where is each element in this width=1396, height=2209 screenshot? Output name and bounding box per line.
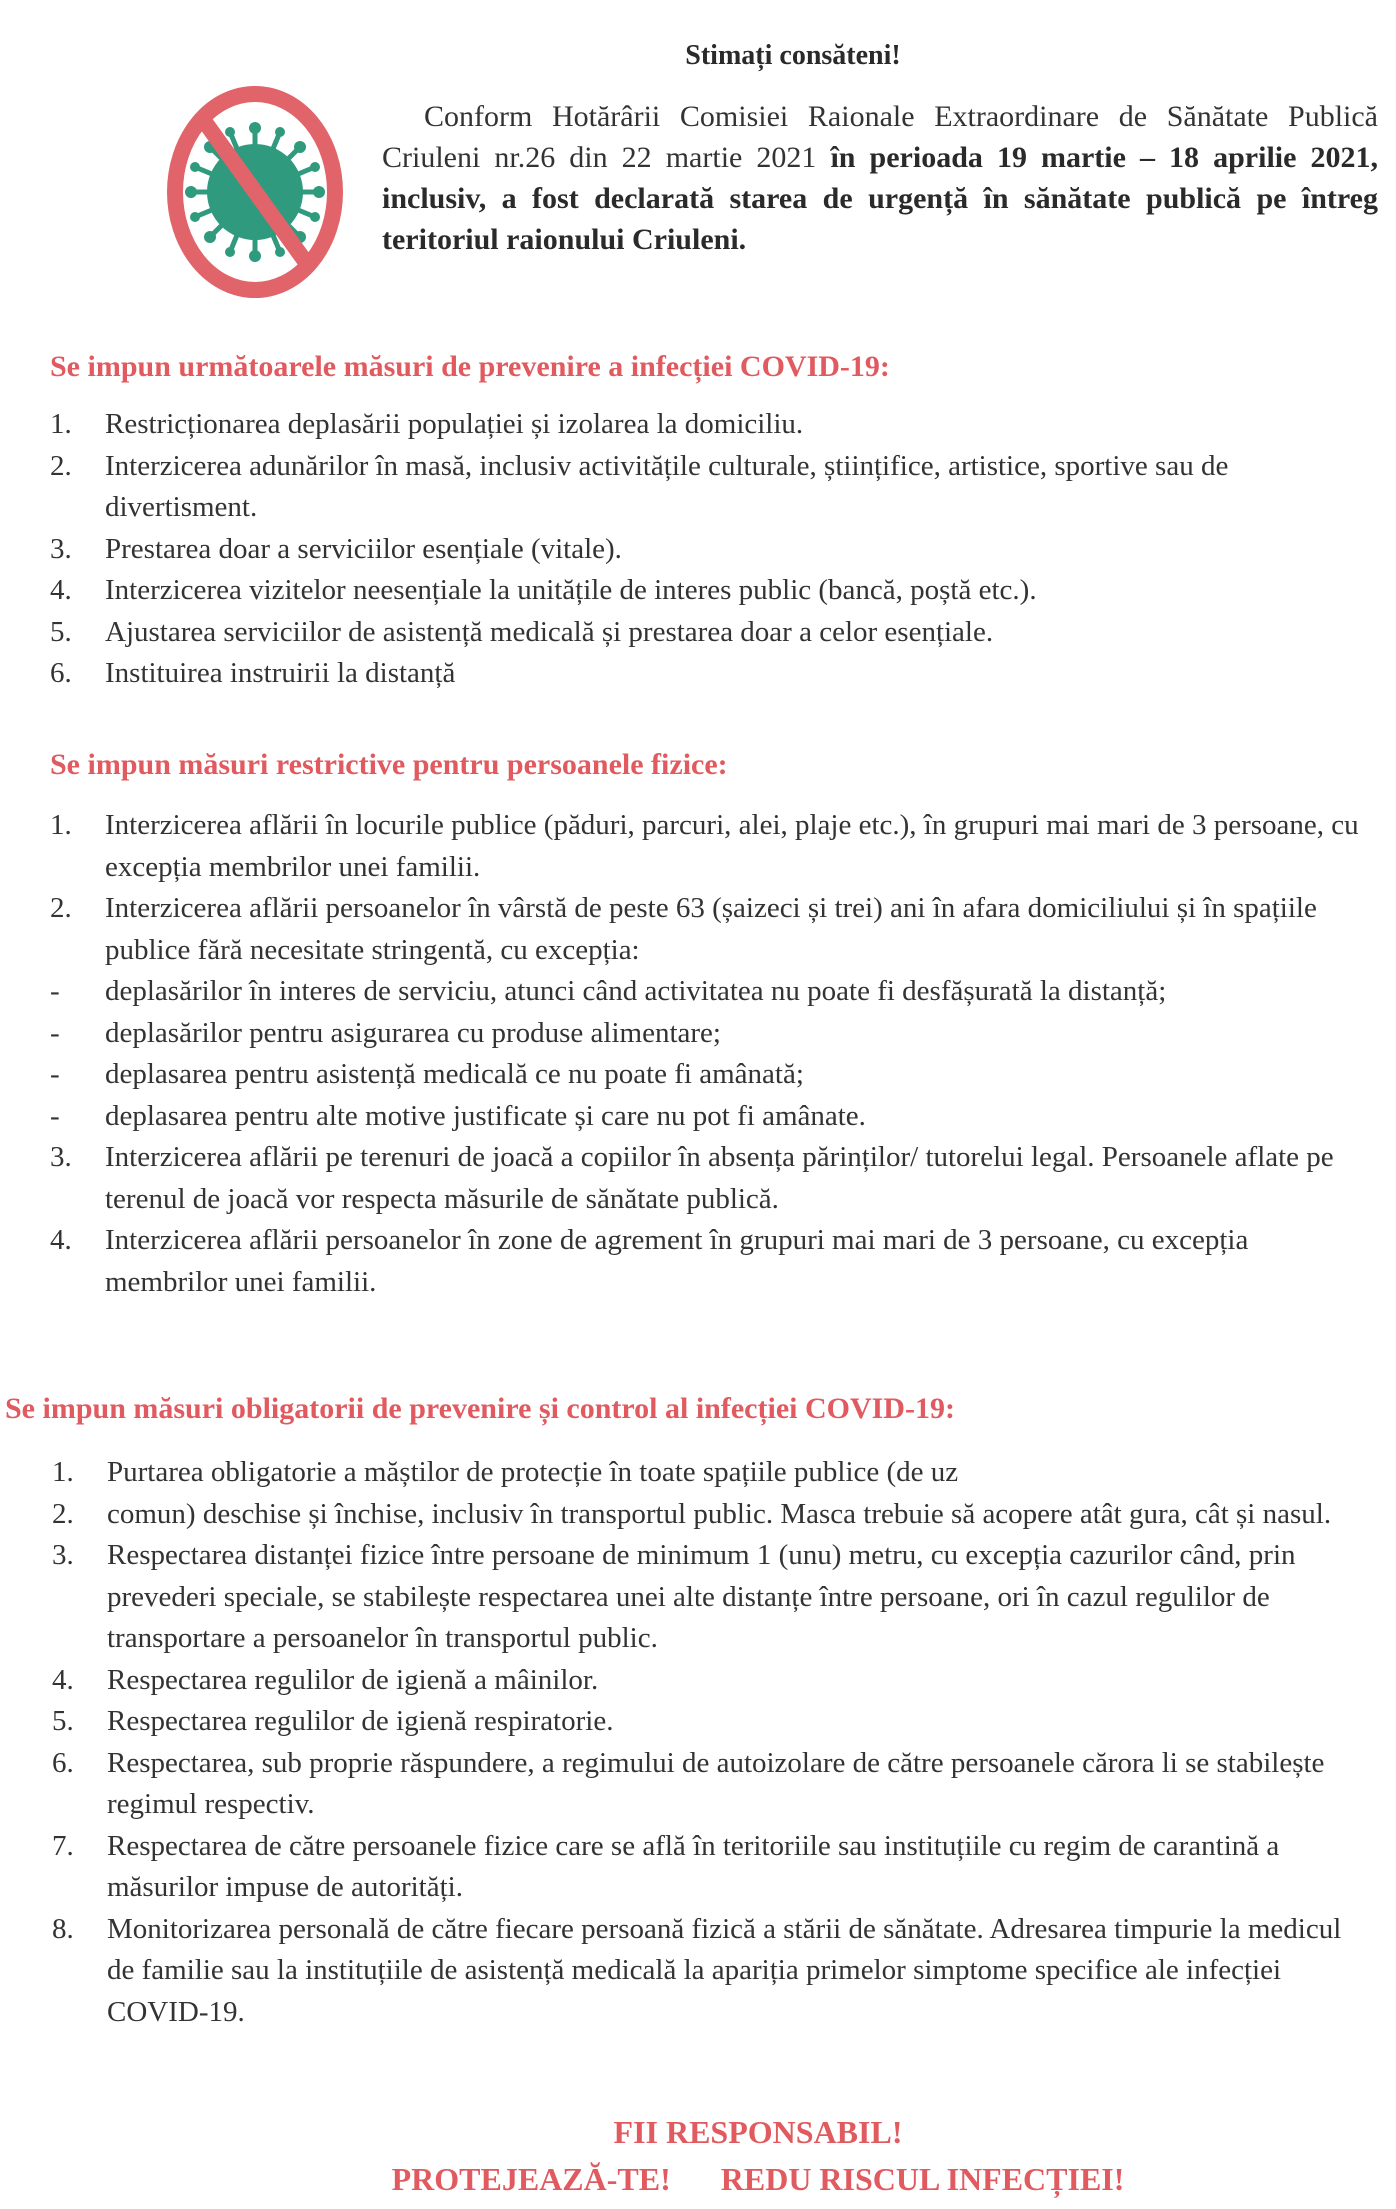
prevention-measures-list <box>50 404 1370 695</box>
list-item-text: deplasarea pentru alte motive justificate și care nu pot fi amânate. <box>105 1099 866 1132</box>
list-marker: 7. <box>52 1829 74 1862</box>
list-marker: 4. <box>50 574 72 606</box>
list-marker: 8. <box>52 1912 74 1945</box>
intro-paragraph <box>382 96 1378 260</box>
intro-regular-text: Conform Hotărârii Comisiei Raionale Extraordinare de Sănătate Publică Criuleni nr.26 din 22 martie 2021 <box>382 100 1378 174</box>
list-item-text: Respectarea regulilor de igienă respiratorie. <box>107 1705 614 1737</box>
list-marker: 1. <box>50 408 72 440</box>
list-marker: 3. <box>50 1141 72 1173</box>
list-item-text: Interzicerea aflării persoanelor în vârstă de peste 63 (șaizeci și trei) ani în afara domiciliului și în spațiile publice fără necesitate stringentă, cu excepția: <box>105 892 1317 966</box>
list-item-text: Interzicerea adunărilor în masă, inclusiv activitățile culturale, științifice, artistice, sportive sau de divertisment. <box>105 449 1229 523</box>
list-item-text: Interzicerea aflării pe terenuri de joacă a copiilor în absența părinților/ tutorelui legal. Persoanele aflate pe terenul de joacă vor respecta măsurile de sănătate publică. <box>105 1141 1334 1215</box>
list-item <box>50 1013 1370 1055</box>
mandatory-measures-list <box>52 1452 1372 2033</box>
list-item <box>52 1909 1372 2034</box>
list-marker: 2. <box>52 1497 74 1530</box>
list-marker: 5. <box>52 1705 74 1737</box>
intro-bold-text: în perioada 19 martie – 18 aprilie 2021, inclusiv, a fost declarată starea de urgență în sănătate publică pe întreg teritoriul raionului Criuleni. <box>382 141 1378 256</box>
list-item <box>50 1220 1370 1303</box>
list-item <box>52 1494 1372 1536</box>
greeting-title: Stimați consăteni! <box>685 40 901 71</box>
slogan-reduce-risk: REDU RISCUL INFECȚIEI! <box>720 2161 1125 2197</box>
list-item <box>50 570 1370 612</box>
list-item-text: Purtarea obligatorie a măștilor de protecție în toate spațiile publice (de uz <box>107 1456 959 1488</box>
list-item <box>52 1743 1372 1826</box>
list-item <box>50 805 1370 888</box>
list-item <box>50 1096 1370 1138</box>
list-item <box>50 446 1370 529</box>
list-marker: 1. <box>52 1456 74 1488</box>
list-item <box>50 971 1370 1013</box>
list-marker: - <box>50 1099 60 1132</box>
list-item-text: Interzicerea aflării în locurile publice (păduri, parcuri, alei, plaje etc.), în grupuri mai mari de 3 persoane, cu excepția membrilor unei familii. <box>105 809 1359 883</box>
list-item-text: Respectarea, sub proprie răspundere, a regimului de autoizolare de către persoanele cărora li se stabilește regimul respectiv. <box>107 1746 1325 1820</box>
list-marker: 3. <box>50 532 72 565</box>
list-item-text: Respectarea de către persoanele fizice care se află în teritoriile sau instituțiile cu regim de carantină a măsurilor impuse de autorități. <box>107 1829 1280 1903</box>
slogan-protect: PROTEJEAZĂ-TE! <box>391 2161 671 2197</box>
list-item-text: Monitorizarea personală de către fiecare persoană fizică a stării de sănătate. Adresarea timpurie la medicul de familie sau la instituțiile de asistență medicală la apariția primelor simptome specifice ale infecției COVID-19. <box>107 1912 1342 2028</box>
list-marker: 2. <box>50 892 72 924</box>
list-item <box>50 529 1370 571</box>
list-item <box>52 1701 1372 1743</box>
section-heading-restrictive: Se impun măsuri restrictive pentru persoanele fizice: <box>50 748 728 781</box>
list-marker: - <box>50 975 60 1007</box>
list-item-text: deplasărilor în interes de serviciu, atunci când activitatea nu poate fi desfășurată la distanță; <box>105 975 1167 1007</box>
list-item <box>50 1137 1370 1220</box>
list-item <box>50 404 1370 446</box>
list-item <box>52 1535 1372 1660</box>
list-item-text: deplasarea pentru asistență medicală ce nu poate fi amânată; <box>105 1058 804 1090</box>
restrictive-measures-list <box>50 805 1370 1303</box>
list-marker: 4. <box>52 1663 74 1696</box>
list-marker: 5. <box>50 615 72 648</box>
list-marker: 1. <box>50 809 72 841</box>
list-item <box>50 888 1370 971</box>
slogan-line-1: FII RESPONSABIL! <box>613 2114 903 2150</box>
list-marker: 3. <box>52 1539 74 1571</box>
list-marker: 2. <box>50 449 72 482</box>
list-marker: 4. <box>50 1224 72 1256</box>
list-item-text: Interzicerea aflării persoanelor în zone de agrement în grupuri mai mari de 3 persoane, cu excepția membrilor unei familii. <box>105 1224 1249 1298</box>
list-item-text: Ajustarea serviciilor de asistență medicală și prestarea doar a celor esențiale. <box>105 615 994 648</box>
list-item-text: Restricționarea deplasării populației și izolarea la domiciliu. <box>105 408 804 440</box>
list-item <box>50 612 1370 654</box>
list-item <box>52 1660 1372 1702</box>
section-heading-mandatory: Se impun măsuri obligatorii de prevenire și control al infecției COVID-19: <box>5 1392 955 1425</box>
section-heading-prevention: Se impun următoarele măsuri de prevenire a infecției COVID-19: <box>50 350 890 383</box>
list-marker: - <box>50 1016 60 1049</box>
list-item <box>50 1054 1370 1096</box>
no-virus-icon <box>160 80 350 300</box>
list-marker: 6. <box>50 657 72 689</box>
list-marker: - <box>50 1058 60 1090</box>
list-item <box>52 1826 1372 1909</box>
list-item-text: comun) deschise și închise, inclusiv în transportul public. Masca trebuie să acopere atât gura, cât și nasul. <box>107 1497 1332 1530</box>
list-item-text: Respectarea regulilor de igienă a mâinilor. <box>107 1663 599 1696</box>
list-item-text: Prestarea doar a serviciilor esențiale (vitale). <box>105 532 622 565</box>
list-marker: 6. <box>52 1746 74 1779</box>
list-item <box>52 1452 1372 1494</box>
list-item-text: deplasărilor pentru asigurarea cu produse alimentare; <box>105 1016 721 1049</box>
list-item-text: Instituirea instruirii la distanță <box>105 657 456 689</box>
list-item <box>50 653 1370 695</box>
list-item-text: Respectarea distanței fizice între persoane de minimum 1 (unu) metru, cu excepția cazurilor când, prin prevederi speciale, se stabilește respectarea unei alte distanțe între persoane, ori în cazul regulilor de transportare a persoanelor în transportul public. <box>107 1539 1296 1654</box>
slogan-line-2 <box>0 2157 1396 2201</box>
list-item-text: Interzicerea vizitelor neesențiale la unitățile de interes public (bancă, poștă etc.). <box>105 574 1037 606</box>
